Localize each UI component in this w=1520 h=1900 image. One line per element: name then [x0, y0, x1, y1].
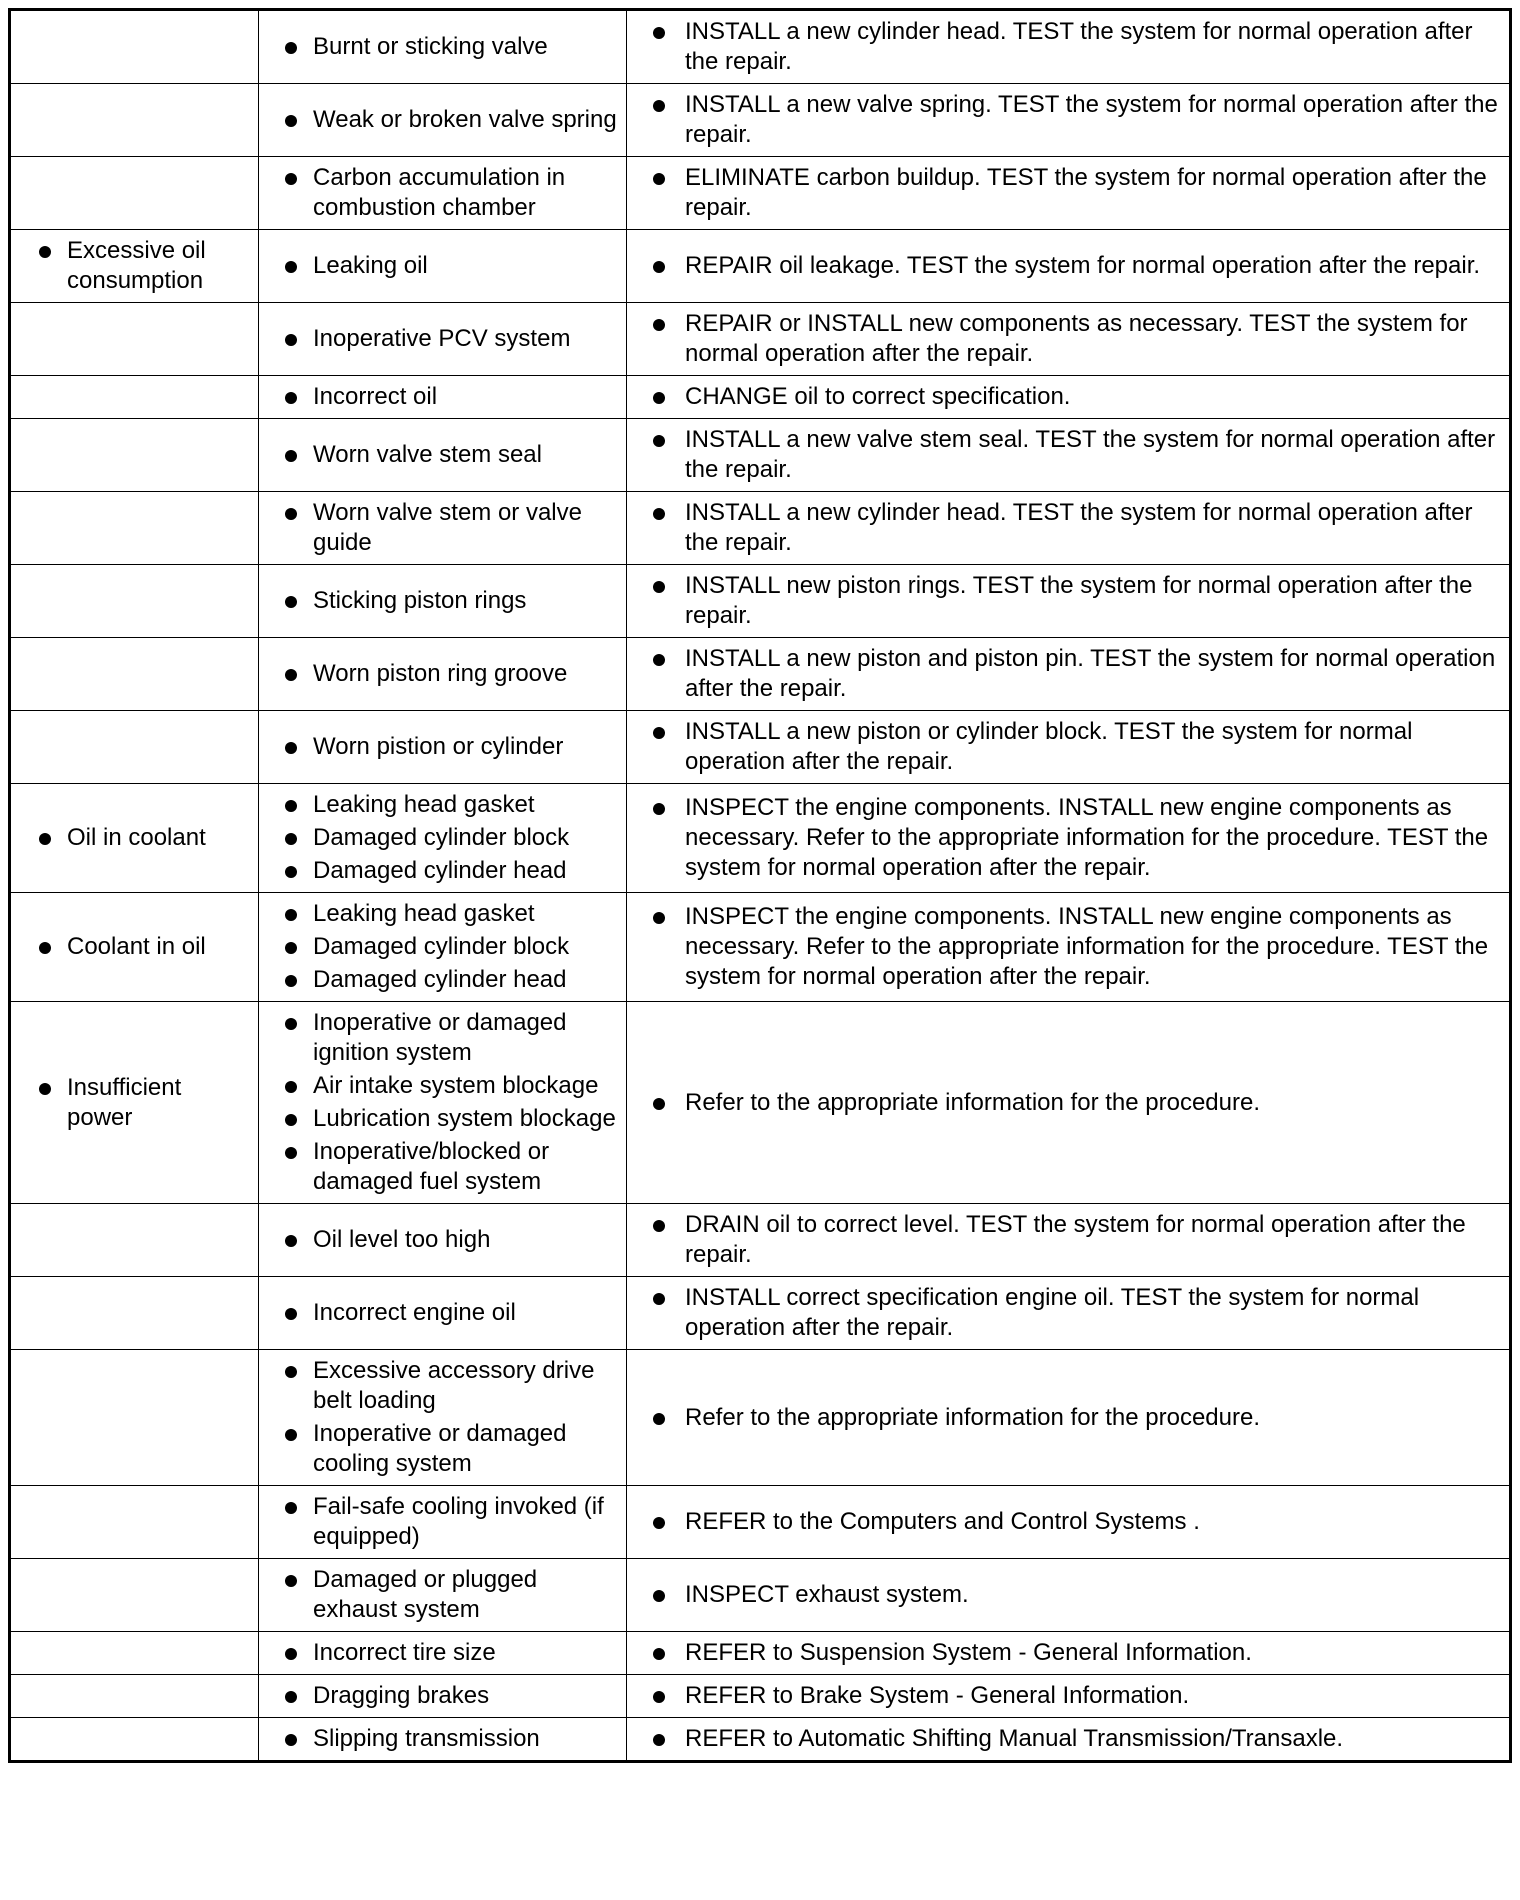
cause-item: Damaged cylinder head	[267, 856, 618, 886]
condition-cell	[10, 1632, 259, 1675]
action-cell	[627, 784, 1511, 893]
cause-list	[267, 790, 618, 886]
cause-list	[267, 382, 618, 412]
table-row	[10, 1718, 1511, 1762]
condition-cell	[10, 157, 259, 230]
cause-item: Carbon accumulation in combustion chamber	[267, 163, 618, 223]
cause-list	[267, 1225, 618, 1255]
cause-item: Excessive accessory drive belt loading	[267, 1356, 618, 1416]
condition-cell	[10, 638, 259, 711]
action-item: INSPECT the engine components. INSTALL new engine components as necessary. Refer to the appropriate information for the procedure. TEST the system for normal operation after the repair.	[635, 793, 1501, 883]
table-row	[10, 1486, 1511, 1559]
cause-cell	[259, 1632, 627, 1675]
action-list	[635, 793, 1501, 883]
action-cell	[627, 492, 1511, 565]
action-item: Refer to the appropriate information for the procedure.	[635, 1088, 1501, 1118]
cause-item: Weak or broken valve spring	[267, 105, 618, 135]
condition-cell	[10, 1277, 259, 1350]
table-row	[10, 1675, 1511, 1718]
cause-cell	[259, 303, 627, 376]
cause-list	[267, 1008, 618, 1197]
cause-item: Burnt or sticking valve	[267, 32, 618, 62]
cause-item: Damaged cylinder head	[267, 965, 618, 995]
action-cell	[627, 565, 1511, 638]
action-list	[635, 1507, 1501, 1537]
cause-item: Worn valve stem or valve guide	[267, 498, 618, 558]
action-cell	[627, 1350, 1511, 1486]
action-cell	[627, 893, 1511, 1002]
cause-item: Leaking head gasket	[267, 899, 618, 929]
cause-item: Inoperative or damaged ignition system	[267, 1008, 618, 1068]
action-item: INSTALL a new cylinder head. TEST the system for normal operation after the repair.	[635, 17, 1501, 77]
cause-cell	[259, 157, 627, 230]
cause-cell	[259, 565, 627, 638]
cause-item: Air intake system blockage	[267, 1071, 618, 1101]
cause-item: Inoperative/blocked or damaged fuel system	[267, 1137, 618, 1197]
cause-item: Sticking piston rings	[267, 586, 618, 616]
cause-list	[267, 1681, 618, 1711]
action-list	[635, 571, 1501, 631]
action-cell	[627, 1559, 1511, 1632]
action-cell	[627, 638, 1511, 711]
condition-cell	[10, 84, 259, 157]
table-row	[10, 1204, 1511, 1277]
cause-item: Oil level too high	[267, 1225, 618, 1255]
cause-list	[267, 1298, 618, 1328]
cause-cell	[259, 893, 627, 1002]
action-list	[635, 382, 1501, 412]
table-row	[10, 419, 1511, 492]
condition-cell	[10, 419, 259, 492]
condition-list	[19, 823, 250, 853]
diagnosis-table	[8, 8, 1512, 1763]
condition-cell	[10, 565, 259, 638]
condition-cell	[10, 1350, 259, 1486]
table-row	[10, 157, 1511, 230]
cause-item: Incorrect engine oil	[267, 1298, 618, 1328]
action-cell	[627, 1718, 1511, 1762]
cause-cell	[259, 1277, 627, 1350]
cause-list	[267, 1492, 618, 1552]
cause-list	[267, 659, 618, 689]
condition-cell	[10, 1675, 259, 1718]
cause-list	[267, 732, 618, 762]
condition-item: Excessive oil consumption	[19, 236, 250, 296]
cause-list	[267, 32, 618, 62]
action-list	[635, 1724, 1501, 1754]
table-row	[10, 376, 1511, 419]
action-item: INSPECT the engine components. INSTALL new engine components as necessary. Refer to the appropriate information for the procedure. TEST the system for normal operation after the repair.	[635, 902, 1501, 992]
cause-cell	[259, 1559, 627, 1632]
action-cell	[627, 1277, 1511, 1350]
action-cell	[627, 84, 1511, 157]
action-item: INSPECT exhaust system.	[635, 1580, 1501, 1610]
cause-cell	[259, 711, 627, 784]
cause-item: Inoperative PCV system	[267, 324, 618, 354]
cause-cell	[259, 1350, 627, 1486]
cause-list	[267, 105, 618, 135]
action-item: CHANGE oil to correct specification.	[635, 382, 1501, 412]
diagnosis-table-body	[10, 10, 1511, 1762]
action-list	[635, 1210, 1501, 1270]
action-list	[635, 1681, 1501, 1711]
condition-cell	[10, 1002, 259, 1204]
action-list	[635, 717, 1501, 777]
cause-item: Incorrect tire size	[267, 1638, 618, 1668]
table-row	[10, 1632, 1511, 1675]
cause-cell	[259, 1002, 627, 1204]
action-list	[635, 1638, 1501, 1668]
action-list	[635, 163, 1501, 223]
cause-list	[267, 586, 618, 616]
condition-cell	[10, 711, 259, 784]
action-cell	[627, 711, 1511, 784]
action-item: REFER to Automatic Shifting Manual Transmission/Transaxle.	[635, 1724, 1501, 1754]
cause-cell	[259, 1675, 627, 1718]
cause-cell	[259, 419, 627, 492]
table-row	[10, 565, 1511, 638]
table-row	[10, 1350, 1511, 1486]
cause-list	[267, 1565, 618, 1625]
condition-cell	[10, 1559, 259, 1632]
action-item: ELIMINATE carbon buildup. TEST the system for normal operation after the repair.	[635, 163, 1501, 223]
action-item: INSTALL correct specification engine oil. TEST the system for normal operation after the repair.	[635, 1283, 1501, 1343]
cause-item: Worn valve stem seal	[267, 440, 618, 470]
action-cell	[627, 303, 1511, 376]
action-list	[635, 17, 1501, 77]
condition-cell	[10, 1718, 259, 1762]
condition-cell	[10, 1204, 259, 1277]
condition-cell	[10, 893, 259, 1002]
table-row	[10, 784, 1511, 893]
condition-cell	[10, 230, 259, 303]
cause-item: Incorrect oil	[267, 382, 618, 412]
action-cell	[627, 10, 1511, 84]
table-row	[10, 1559, 1511, 1632]
action-list	[635, 251, 1501, 281]
action-cell	[627, 376, 1511, 419]
action-item: INSTALL new piston rings. TEST the system for normal operation after the repair.	[635, 571, 1501, 631]
action-item: REFER to the Computers and Control Systems .	[635, 1507, 1501, 1537]
action-list	[635, 90, 1501, 150]
action-item: REFER to Suspension System - General Information.	[635, 1638, 1501, 1668]
action-list	[635, 425, 1501, 485]
cause-item: Inoperative or damaged cooling system	[267, 1419, 618, 1479]
action-item: DRAIN oil to correct level. TEST the system for normal operation after the repair.	[635, 1210, 1501, 1270]
action-cell	[627, 419, 1511, 492]
action-item: INSTALL a new valve spring. TEST the system for normal operation after the repair.	[635, 90, 1501, 150]
condition-cell	[10, 1486, 259, 1559]
action-item: INSTALL a new piston and piston pin. TEST the system for normal operation after the repair.	[635, 644, 1501, 704]
cause-item: Dragging brakes	[267, 1681, 618, 1711]
table-row	[10, 10, 1511, 84]
action-list	[635, 498, 1501, 558]
cause-list	[267, 251, 618, 281]
cause-item: Damaged or plugged exhaust system	[267, 1565, 618, 1625]
table-row	[10, 711, 1511, 784]
condition-list	[19, 1073, 250, 1133]
condition-list	[19, 932, 250, 962]
cause-list	[267, 324, 618, 354]
cause-cell	[259, 230, 627, 303]
action-item: REPAIR or INSTALL new components as necessary. TEST the system for normal operation after the repair.	[635, 309, 1501, 369]
cause-list	[267, 1638, 618, 1668]
cause-item: Damaged cylinder block	[267, 932, 618, 962]
action-item: INSTALL a new cylinder head. TEST the system for normal operation after the repair.	[635, 498, 1501, 558]
cause-list	[267, 163, 618, 223]
cause-list	[267, 1356, 618, 1479]
action-list	[635, 902, 1501, 992]
cause-item: Leaking head gasket	[267, 790, 618, 820]
action-list	[635, 309, 1501, 369]
cause-list	[267, 498, 618, 558]
cause-cell	[259, 638, 627, 711]
cause-cell	[259, 492, 627, 565]
action-item: INSTALL a new piston or cylinder block. TEST the system for normal operation after the repair.	[635, 717, 1501, 777]
condition-cell	[10, 10, 259, 84]
cause-item: Damaged cylinder block	[267, 823, 618, 853]
action-cell	[627, 1002, 1511, 1204]
table-row	[10, 492, 1511, 565]
condition-item: Insufficient power	[19, 1073, 250, 1133]
condition-list	[19, 236, 250, 296]
table-row	[10, 1277, 1511, 1350]
cause-list	[267, 899, 618, 995]
cause-cell	[259, 376, 627, 419]
table-row	[10, 638, 1511, 711]
cause-item: Slipping transmission	[267, 1724, 618, 1754]
action-list	[635, 1283, 1501, 1343]
action-cell	[627, 1486, 1511, 1559]
table-row	[10, 1002, 1511, 1204]
condition-cell	[10, 376, 259, 419]
cause-item: Leaking oil	[267, 251, 618, 281]
cause-cell	[259, 1486, 627, 1559]
action-item: INSTALL a new valve stem seal. TEST the system for normal operation after the repair.	[635, 425, 1501, 485]
action-item: REPAIR oil leakage. TEST the system for normal operation after the repair.	[635, 251, 1501, 281]
action-list	[635, 644, 1501, 704]
condition-item: Coolant in oil	[19, 932, 250, 962]
action-list	[635, 1403, 1501, 1433]
condition-cell	[10, 784, 259, 893]
action-cell	[627, 230, 1511, 303]
action-cell	[627, 1632, 1511, 1675]
condition-cell	[10, 303, 259, 376]
cause-item: Lubrication system blockage	[267, 1104, 618, 1134]
action-list	[635, 1580, 1501, 1610]
table-row	[10, 303, 1511, 376]
cause-cell	[259, 784, 627, 893]
cause-item: Worn piston ring groove	[267, 659, 618, 689]
action-cell	[627, 1675, 1511, 1718]
cause-cell	[259, 84, 627, 157]
cause-item: Worn pistion or cylinder	[267, 732, 618, 762]
cause-cell	[259, 10, 627, 84]
cause-cell	[259, 1718, 627, 1762]
cause-list	[267, 1724, 618, 1754]
action-item: REFER to Brake System - General Information.	[635, 1681, 1501, 1711]
condition-item: Oil in coolant	[19, 823, 250, 853]
cause-item: Fail-safe cooling invoked (if equipped)	[267, 1492, 618, 1552]
action-cell	[627, 1204, 1511, 1277]
table-row	[10, 893, 1511, 1002]
cause-list	[267, 440, 618, 470]
table-row	[10, 230, 1511, 303]
condition-cell	[10, 492, 259, 565]
table-row	[10, 84, 1511, 157]
action-item: Refer to the appropriate information for the procedure.	[635, 1403, 1501, 1433]
action-list	[635, 1088, 1501, 1118]
action-cell	[627, 157, 1511, 230]
cause-cell	[259, 1204, 627, 1277]
